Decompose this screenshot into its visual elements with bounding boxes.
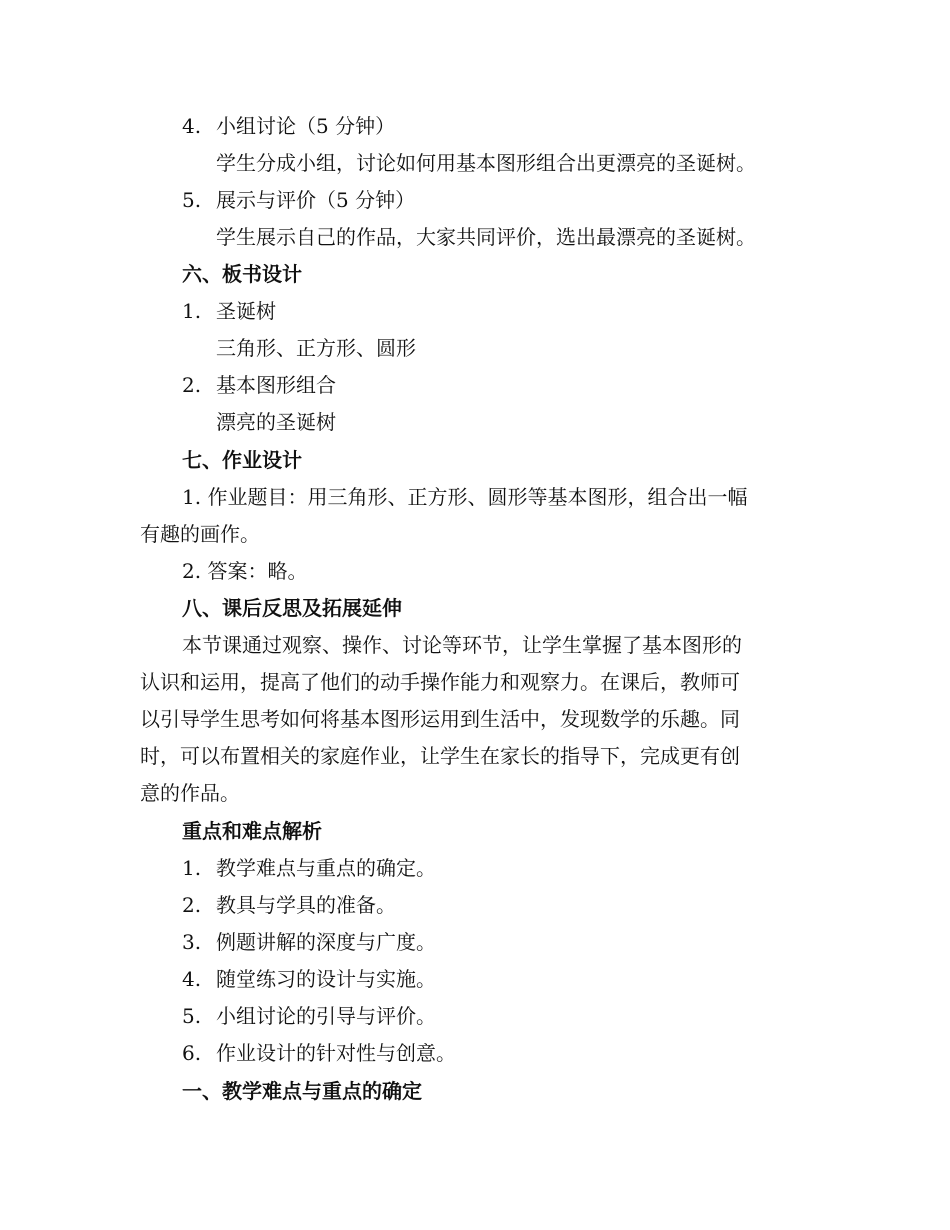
list-item xyxy=(182,891,396,919)
list-item xyxy=(182,854,436,882)
item-text: 教具与学具的准备。 xyxy=(216,893,396,917)
list-item xyxy=(182,112,395,140)
paragraph-line: 认识和运用，提高了他们的动手操作能力和观察力。在课后，教师可 xyxy=(140,670,740,694)
paragraph-line: 1. 作业题目：用三角形、正方形、圆形等基本图形，组合出一幅 xyxy=(182,485,748,509)
list-item xyxy=(182,297,276,325)
item-text: 圣诞树 xyxy=(216,299,276,323)
paragraph-line: 本节课通过观察、操作、讨论等环节，让学生掌握了基本图形的 xyxy=(182,633,742,657)
item-number: 1. xyxy=(182,299,202,323)
paragraph-line: 意的作品。 xyxy=(140,781,240,805)
item-text: 作业设计的针对性与创意。 xyxy=(216,1041,456,1065)
section-heading: 六、板书设计 xyxy=(182,262,302,286)
list-item xyxy=(182,928,436,956)
item-number: 2. xyxy=(182,893,202,917)
item-body: 学生展示自己的作品，大家共同评价，选出最漂亮的圣诞树。 xyxy=(216,225,756,249)
section-heading: 八、课后反思及拓展延伸 xyxy=(182,596,402,620)
item-sub: 三角形、正方形、圆形 xyxy=(216,336,416,360)
item-number: 5. xyxy=(182,1004,202,1028)
item-sub: 漂亮的圣诞树 xyxy=(216,410,336,434)
list-item xyxy=(182,1039,456,1067)
item-text: 随堂练习的设计与实施。 xyxy=(216,967,436,991)
paragraph-line: 有趣的画作。 xyxy=(140,522,260,546)
list-item xyxy=(182,1002,436,1030)
item-number: 3. xyxy=(182,930,202,954)
list-item xyxy=(182,371,336,399)
item-text: 展示与评价（5 分钟） xyxy=(216,188,416,212)
item-text: 教学难点与重点的确定。 xyxy=(216,856,436,880)
paragraph-line: 时，可以布置相关的家庭作业，让学生在家长的指导下，完成更有创 xyxy=(140,744,740,768)
item-number: 1. xyxy=(182,856,202,880)
item-text: 例题讲解的深度与广度。 xyxy=(216,930,436,954)
item-number: 2. xyxy=(182,373,202,397)
item-text: 基本图形组合 xyxy=(216,373,336,397)
item-number: 4. xyxy=(182,114,202,138)
paragraph-line: 2. 答案：略。 xyxy=(182,559,308,583)
item-text: 小组讨论（5 分钟） xyxy=(216,114,396,138)
section-heading: 七、作业设计 xyxy=(182,448,302,472)
list-item xyxy=(182,965,436,993)
section-heading: 重点和难点解析 xyxy=(182,819,322,843)
item-text: 小组讨论的引导与评价。 xyxy=(216,1004,436,1028)
paragraph-line: 以引导学生思考如何将基本图形运用到生活中，发现数学的乐趣。同 xyxy=(140,707,740,731)
item-body: 学生分成小组，讨论如何用基本图形组合出更漂亮的圣诞树。 xyxy=(216,151,756,175)
section-heading: 一、教学难点与重点的确定 xyxy=(182,1079,422,1103)
item-number: 4. xyxy=(182,967,202,991)
item-number: 5. xyxy=(182,188,202,212)
item-number: 6. xyxy=(182,1041,202,1065)
list-item xyxy=(182,186,415,214)
